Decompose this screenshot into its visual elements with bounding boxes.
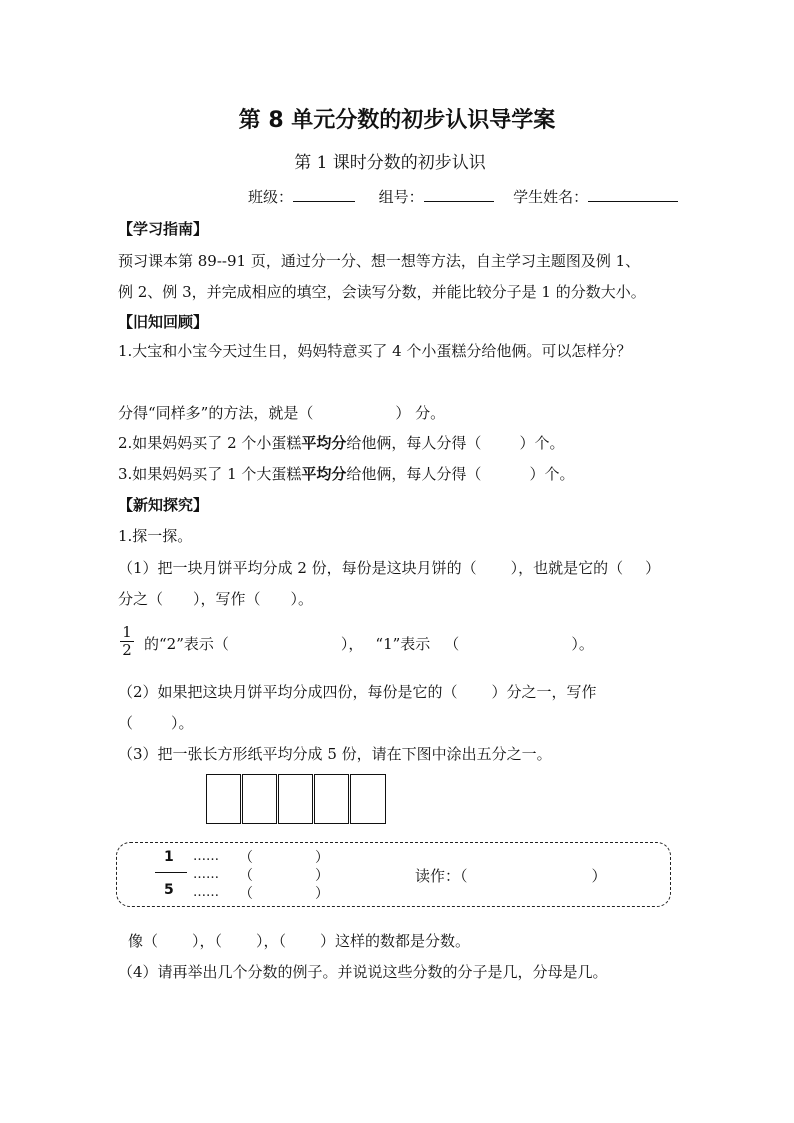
p1-l2-text: 分之（ (118, 590, 164, 608)
student-info (248, 186, 678, 207)
group-input[interactable] (424, 187, 494, 202)
review-question-2 (118, 432, 564, 453)
half-text: 的“2”表示（ (144, 635, 229, 653)
guide-heading: 【学习指南】 (118, 220, 209, 238)
like-text-2: ），（ (192, 932, 223, 950)
explore-heading: 【新知探究】 (118, 496, 209, 514)
p1-text-3: ） (645, 559, 661, 577)
explore-part2-line2 (118, 712, 194, 733)
box-numerator: 1 (164, 849, 174, 865)
review-question-3 (118, 463, 574, 484)
paren: ） (315, 886, 329, 902)
fill-text-end: ） 分。 (395, 404, 446, 422)
fraction-examples-line (128, 930, 470, 951)
paren: ） (315, 868, 329, 884)
p2-text-2: ）分之一，写作 (491, 683, 597, 701)
paper-rectangle (206, 774, 386, 824)
q2-text-end: ）个。 (519, 434, 565, 452)
numerator-answer[interactable] (239, 847, 329, 867)
review-question-1: 1.大宝和小宝今天过生日，妈妈特意买了 4 个小蛋糕分给他俩。可以怎样分？ (118, 342, 632, 360)
dots-1: …… (193, 849, 219, 864)
paren: ） (315, 850, 329, 866)
half-text-5: ）。 (571, 635, 594, 653)
name-input[interactable] (588, 187, 678, 202)
read-close: ） (591, 867, 607, 885)
fill-text: 分得“同样多”的方法，就是（ (118, 404, 314, 422)
p2-text: （2）如果把这块月饼平均分成四份，每份是它的（ (118, 683, 458, 701)
q2-bold: 平均分 (301, 434, 347, 452)
half-text-3: “1”表示 (375, 635, 431, 653)
fraction-numerator: 1 (122, 623, 132, 641)
dots-2: …… (193, 867, 219, 882)
explore-question-1: 1.探一探。 (118, 527, 193, 545)
p1-l2-text-2: ），写作（ (193, 590, 261, 608)
p2-l2-text-2: ）。 (171, 714, 194, 732)
explore-part2-line1 (118, 681, 597, 702)
dots-3: …… (193, 885, 219, 900)
p2-l2-text: （ (118, 714, 134, 732)
q3-text-2: 给他俩，每人分得（ (346, 465, 482, 483)
review-heading: 【旧知回顾】 (118, 313, 209, 331)
read-as[interactable] (415, 865, 607, 886)
p1-text-2: ），也就是它的（ (510, 559, 624, 577)
rectangle-cell[interactable] (278, 774, 313, 824)
q3-text: 3.如果妈妈买了 1 个大蛋糕 (118, 465, 302, 483)
class-input[interactable] (293, 187, 355, 202)
half-text-2: ）， (340, 635, 364, 653)
box-fraction-bar (155, 872, 187, 873)
review-fill-line (118, 402, 445, 423)
q3-text-end: ）个。 (529, 465, 575, 483)
rectangle-cell[interactable] (242, 774, 277, 824)
paren: （ (239, 886, 253, 902)
name-label: 学生姓名： (513, 188, 589, 206)
group-label: 组号： (378, 188, 424, 206)
guide-line-2: 例 2、例 3，并完成相应的填空，会读写分数，并能比较分子是 1 的分数大小。 (118, 283, 646, 301)
class-label: 班级： (248, 188, 294, 206)
like-text: 像（ (128, 932, 159, 950)
rectangle-cell[interactable] (206, 774, 241, 824)
rectangle-cell[interactable] (350, 774, 386, 824)
denominator-answer[interactable] (239, 883, 329, 903)
page-subtitle: 第 1 课时分数的初步认识 (294, 153, 486, 173)
fraction-denominator: 2 (120, 641, 134, 659)
half-text-4: （ (444, 635, 460, 653)
q3-bold: 平均分 (301, 465, 347, 483)
p1-l2-text-3: ）。 (290, 590, 314, 608)
like-text-4: ）这样的数都是分数。 (320, 932, 471, 950)
read-label: 读作：（ (415, 867, 468, 885)
explore-part4: （4）请再举出几个分数的例子。并说说这些分数的分子是几，分母是几。 (118, 963, 608, 981)
fraction-one-half (120, 624, 134, 659)
half-meaning-line (144, 633, 594, 654)
paren: （ (239, 868, 253, 884)
explore-part1-line2 (118, 588, 313, 609)
page-title: 第 8 单元分数的初步认识导学案 (238, 108, 556, 133)
like-text-3: ），（ (256, 932, 287, 950)
explore-part3: （3）把一张长方形纸平均分成 5 份，请在下图中涂出五分之一。 (118, 745, 552, 763)
box-denominator: 5 (164, 882, 174, 898)
explore-part1-line1 (118, 557, 660, 578)
fraction-parts-box (116, 842, 671, 907)
q2-text: 2.如果妈妈买了 2 个小蛋糕 (118, 434, 302, 452)
q2-text-2: 给他俩，每人分得（ (346, 434, 482, 452)
paren: （ (239, 850, 253, 866)
p1-text: （1）把一块月饼平均分成 2 份，每份是这块月饼的（ (118, 559, 477, 577)
bar-answer[interactable] (239, 865, 329, 885)
guide-line-1: 预习课本第 89--91 页，通过分一分、想一想等方法，自主学习主题图及例 1、 (118, 252, 641, 270)
rectangle-cell[interactable] (314, 774, 349, 824)
